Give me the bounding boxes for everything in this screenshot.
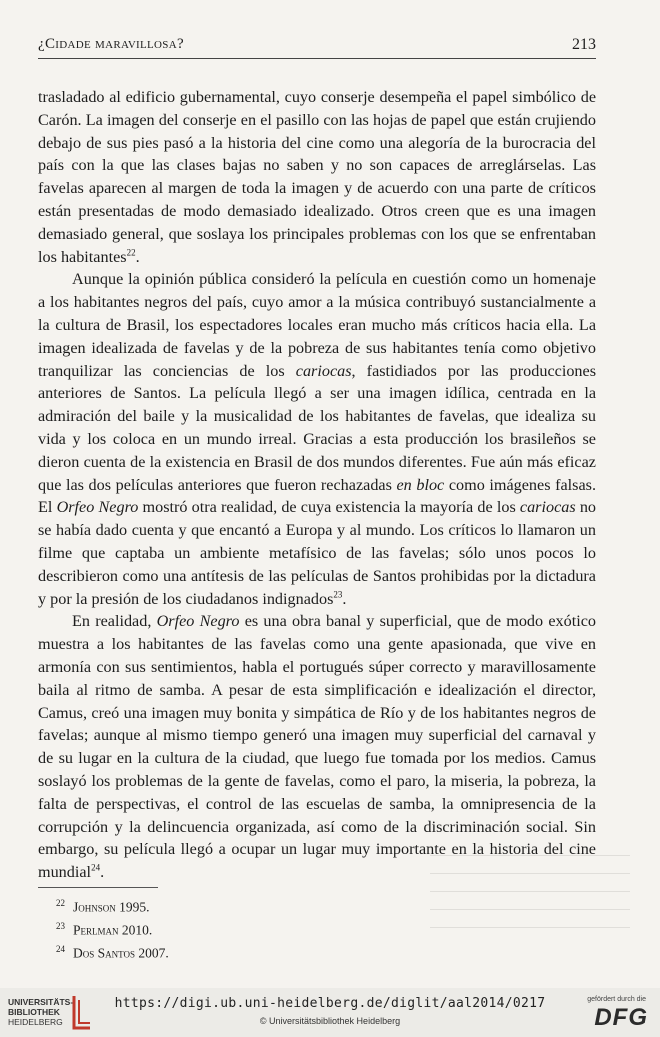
library-name-line3: HEIDELBERG (8, 1017, 63, 1027)
text-run: . (342, 589, 347, 608)
page-number: 213 (572, 36, 596, 53)
text-run: mostró otra realidad, de cuya existencia la mayoría de los (138, 498, 520, 517)
text-run: es una obra banal y superficial, que de modo exótico muestra a los habitantes de las favelas como una gente apasionada, que vive en armonía con sus sentimientos, habla el portugués súper correcto y maravillosamente baila al ritmo de samba. A pesar de esta simplificación e idealización el director, Camus, creó una imagen muy bonita y simpática de Río y de los habitantes negros de favelas; aunque al mismo tiempo generó una imagen muy superficial del carnaval y de su lugar en la cultura de la ciudad, que luego fue tomada por los medios. Camus soslayó los problemas de la gente de favelas, como el paro, la miseria, la pobreza, la falta de perspectivas, el control de las escuelas de samba, la omnipresencia de la corrupción y la delincuencia organizada, así como de la discriminación social. Sin embargo, su película llegó a ocupar un lugar muy importante en la historia del cine mundial (38, 612, 596, 882)
footnote-author: Perlman (73, 922, 119, 938)
running-title: ¿Cidade maravillosa? (38, 36, 184, 52)
dfg-logo[interactable]: DFG (594, 1004, 648, 1031)
text-run: Aunque la opinión pública consideró la película en cuestión como un homenaje a los habitantes negros del país, cuyo amor a la música contribuyó sustancialmente a la cultura de Brasil, los espectadores locales eran mucho más críticos hacia ella. La imagen idealizada de favelas y de la pobreza de sus habitantes tenía como objetivo tranquilizar las conciencias de los (38, 270, 596, 380)
text-run: como imágenes falsas. El (38, 475, 596, 517)
footnote-author: Johnson (73, 899, 116, 915)
footnote (56, 940, 169, 963)
footnote-author: Dos Santos (73, 945, 135, 961)
footnote-rule (38, 887, 158, 888)
footnote-ref: 22 (126, 247, 136, 258)
footnotes (56, 894, 169, 963)
italic-term: cariocas (295, 361, 352, 380)
running-header (38, 36, 596, 59)
text-run: no se había dado cuenta y que encantó a Europa y al mundo. Los críticos lo llamaron un filme que captaba un ambiente metafísico de las favelas; sólo unos pocos lo describieron como una antítesis de las películas de Santos prohibidas por la dictadura y por la presión de los ciudadanos indignados (38, 498, 597, 608)
paragraph (38, 268, 596, 610)
footnote-number: 23 (56, 921, 65, 931)
italic-term: Orfeo Negro (56, 498, 139, 517)
italic-term: cariocas (519, 498, 576, 517)
copyright-notice: © Universitätsbibliothek Heidelberg (259, 1016, 401, 1026)
footnote-ref: 24 (91, 862, 101, 873)
bleed-through-text (430, 855, 630, 945)
text-run: En realidad, (72, 612, 157, 631)
paragraph (38, 86, 596, 268)
footnote (56, 917, 169, 940)
text-run: . (135, 247, 140, 266)
viewer-footer (0, 988, 660, 1037)
footnote-year: 2010. (118, 922, 153, 938)
permalink-url[interactable]: https://digi.ub.uni-heidelberg.de/diglit/aal2014/0217 (114, 996, 546, 1011)
body-text (38, 86, 596, 884)
italic-term: en bloc (396, 475, 445, 494)
library-name-line2: BIBLIOTHEK (8, 1007, 60, 1017)
text-run: trasladado al edificio gubernamental, cuyo conserje desempeña el papel simbólico de Carón. La imagen del conserje en el pasillo con las hojas de papel que están crujiendo debajo de sus pies pasó a la historia del cine como una alegoría de la burocracia del país con la que las clases bajas no saben y no son capaces de arreglárselas. Las favelas aparecen al margen de toda la imagen y de acuerdo con una parte de críticos están presentadas de modo demasiado idealizado. Otros creen que es una imagen demasiado general, que soslaya los principales problemas con los que se enfrentaban los habitantes (38, 88, 596, 266)
library-name-line1: UNIVERSITÄTS- (8, 997, 74, 1007)
footnote (56, 894, 169, 917)
footnote-ref: 23 (333, 589, 343, 600)
footnote-number: 22 (56, 898, 65, 908)
footnote-year: 1995. (115, 899, 150, 915)
text-run: , fastidiados por las producciones anteriores de Santos. La película llegó a ser una imagen idílica, centrada en la admiración del baile y la musicalidad de los habitantes de favelas, que idealiza su vida y los coloca en un mundo irreal. Gracias a esta producción los brasileños se dieron cuenta de la existencia en Brasil de dos mundos diferentes. Fue aún más eficaz que las dos películas anteriores que fueron rechazadas (38, 361, 596, 494)
footnote-number: 24 (56, 944, 65, 954)
footnote-year: 2007. (134, 945, 169, 961)
funding-note: gefördert durch die (587, 996, 646, 1003)
paragraph (38, 610, 596, 884)
italic-term: Orfeo Negro (156, 612, 240, 631)
text-run: . (100, 863, 105, 882)
